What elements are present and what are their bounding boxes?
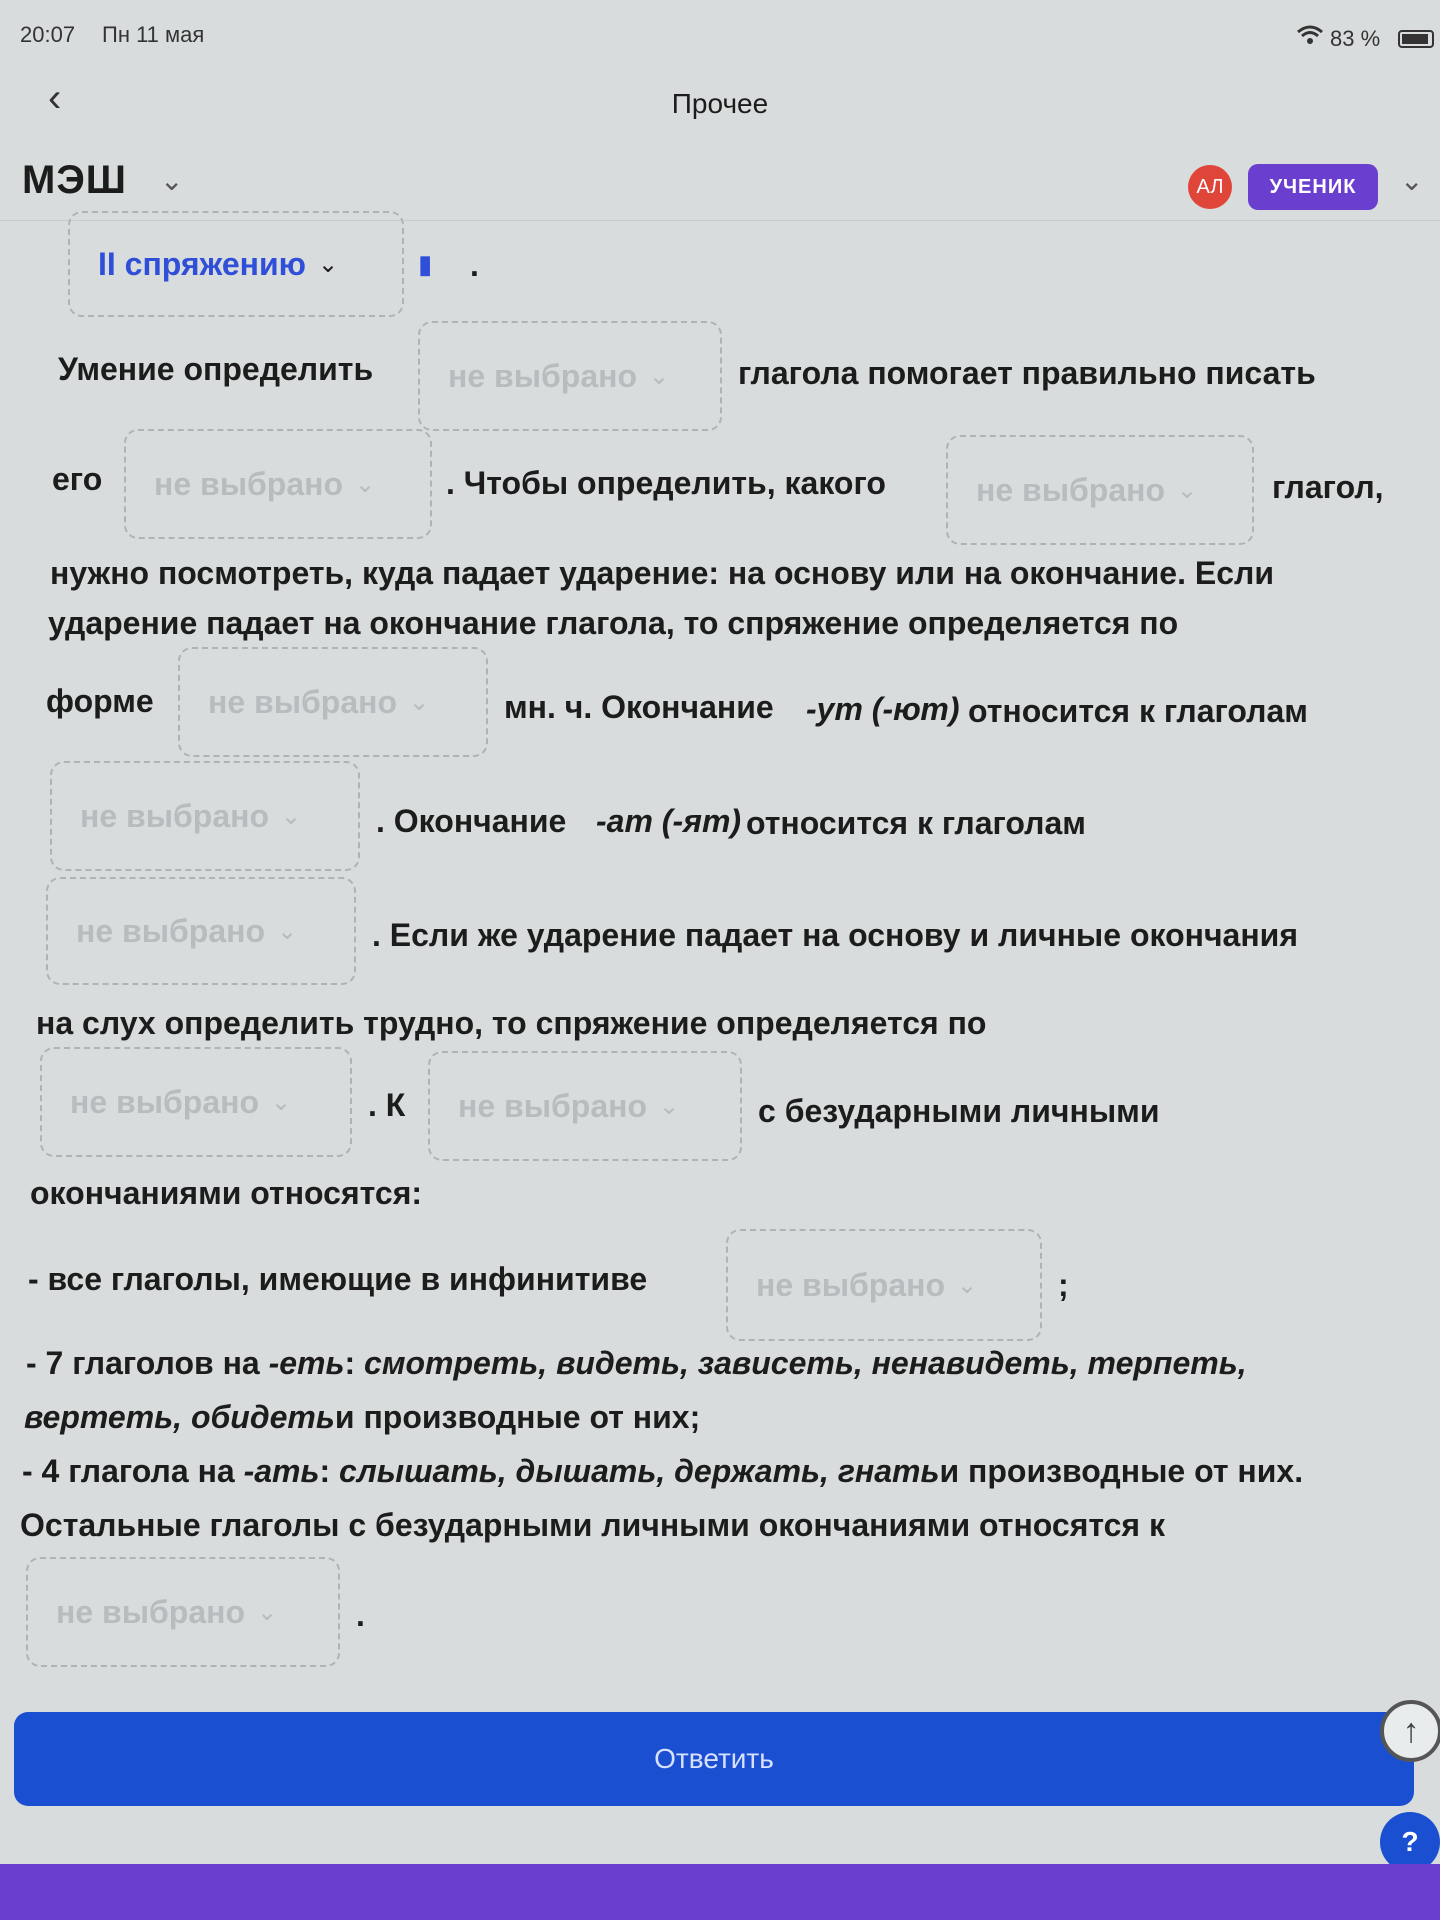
chevron-down-icon: ⌄: [659, 1092, 680, 1120]
chevron-down-icon: ⌄: [317, 250, 339, 278]
dropdown-value: не выбрано: [458, 1087, 647, 1124]
sentence-text: окончаниями относятся:: [30, 1175, 423, 1211]
sentence-text: .: [356, 1597, 365, 1633]
answer-dropdown[interactable]: [418, 321, 722, 431]
chevron-down-icon: ⌄: [1177, 476, 1198, 504]
sentence-text: с безударными личными: [758, 1093, 1160, 1129]
battery-percent: 83 %: [1330, 26, 1381, 51]
chevron-down-icon: ⌄: [649, 362, 670, 390]
scroll-up-icon[interactable]: ↑: [1380, 1700, 1440, 1762]
answer-dropdown[interactable]: [46, 877, 356, 985]
sentence-text: :: [344, 1345, 356, 1381]
answer-dropdown[interactable]: [178, 647, 488, 757]
chevron-down-icon: ⌄: [277, 917, 298, 945]
sentence-text: ;: [1058, 1267, 1069, 1303]
battery-icon: [1398, 30, 1434, 48]
sentence-text: форме: [46, 683, 154, 719]
dropdown-value: не выбрано: [976, 471, 1165, 508]
conjugation-dropdown[interactable]: [68, 211, 404, 317]
chevron-down-icon: ⌄: [271, 1088, 292, 1116]
dropdown-value: не выбрано: [56, 1593, 245, 1630]
answer-dropdown[interactable]: [26, 1557, 340, 1667]
sentence-text: относится к глаголам: [968, 693, 1308, 729]
chevron-down-icon[interactable]: ⌄: [160, 165, 184, 196]
sentence-text: относится к глаголам: [746, 805, 1086, 841]
dropdown-value: не выбрано: [448, 357, 637, 394]
sentence-text: - все глаголы, имеющие в инфинитиве: [28, 1261, 648, 1297]
dropdown-value: не выбрано: [154, 465, 343, 502]
sentence-text: мн. ч. Окончание: [504, 689, 774, 725]
exception-line: [24, 1399, 700, 1436]
answer-dropdown[interactable]: [428, 1051, 742, 1161]
sentence-text: . Окончание: [376, 803, 567, 839]
bottom-bar: [0, 1864, 1440, 1920]
text-dot: .: [470, 247, 479, 283]
chevron-down-icon: ⌄: [957, 1271, 978, 1299]
ending-text: -ат (-ят): [596, 803, 742, 839]
dropdown-value: не выбрано: [80, 797, 269, 834]
sentence-text: . Если же ударение падает на основу и личные окончания: [372, 917, 1298, 953]
sentence-text: :: [319, 1453, 331, 1489]
sentence-text: - 7 глаголов на: [26, 1345, 260, 1381]
sentence-text: . Чтобы определить, какого: [446, 465, 886, 501]
answer-dropdown[interactable]: [50, 761, 360, 871]
verb-list: смотреть, видеть, зависеть, ненавидеть, терпеть,: [364, 1345, 1247, 1381]
ending-text: -ут (-ют): [806, 691, 960, 727]
trash-icon[interactable]: ▮: [418, 249, 433, 279]
dropdown-value: не выбрано: [70, 1083, 259, 1120]
dropdown-value: II спряжению: [98, 245, 306, 282]
exception-line: [26, 1345, 1247, 1382]
dropdown-value: не выбрано: [208, 683, 397, 720]
sentence-text: Остальные глаголы с безударными личными окончаниями относятся к: [20, 1507, 1165, 1543]
dropdown-value: не выбрано: [756, 1266, 945, 1303]
wifi-icon: [1296, 24, 1324, 53]
ending-text: -еть: [268, 1345, 345, 1381]
chevron-down-icon[interactable]: ⌄: [1400, 165, 1424, 196]
verb-list: вертеть, обидеть: [24, 1399, 335, 1435]
app-logo[interactable]: МЭШ: [22, 158, 127, 202]
dropdown-value: не выбрано: [76, 912, 265, 949]
chevron-down-icon: ⌄: [281, 802, 302, 830]
ending-text: -ать: [243, 1453, 320, 1489]
sentence-text: на слух определить трудно, то спряжение определяется по: [36, 1005, 987, 1041]
chevron-down-icon: ⌄: [257, 1598, 278, 1626]
sentence-text: глагола помогает правильно писать: [738, 355, 1316, 391]
answer-dropdown[interactable]: [726, 1229, 1042, 1341]
sentence-text: . К: [368, 1087, 406, 1123]
status-time: 20:07: [20, 22, 76, 47]
answer-dropdown[interactable]: [40, 1047, 352, 1157]
sentence-text: и производные от них.: [939, 1453, 1304, 1489]
sentence-text: и производные от них;: [334, 1399, 701, 1435]
sentence-text: нужно посмотреть, куда падает ударение: на основу или на окончание. Если: [50, 555, 1274, 591]
role-badge[interactable]: УЧЕНИК: [1248, 164, 1378, 210]
sentence-text: - 4 глагола на: [22, 1453, 235, 1489]
chevron-down-icon: ⌄: [409, 688, 430, 716]
help-icon[interactable]: ?: [1380, 1812, 1440, 1872]
sentence-text: ударение падает на окончание глагола, то спряжение определяется по: [48, 605, 1179, 641]
exception-line: [22, 1453, 1303, 1490]
nav-bar: [0, 60, 1440, 150]
verb-list: слышать, дышать, держать, гнать: [339, 1453, 940, 1489]
page-title: Прочее: [671, 88, 769, 119]
status-date: Пн 11 мая: [102, 22, 205, 47]
chevron-down-icon: ⌄: [355, 470, 376, 498]
status-bar: [0, 0, 1440, 60]
sentence-text: глагол,: [1272, 469, 1384, 505]
avatar[interactable]: АЛ: [1188, 165, 1232, 209]
answer-dropdown[interactable]: [124, 429, 432, 539]
sentence-text: Умение определить: [58, 351, 374, 387]
back-icon[interactable]: ‹: [48, 76, 62, 120]
exercise-content: [0, 221, 1440, 1691]
answer-button[interactable]: Ответить: [14, 1712, 1414, 1806]
sentence-text: его: [52, 461, 103, 497]
answer-dropdown[interactable]: [946, 435, 1254, 545]
